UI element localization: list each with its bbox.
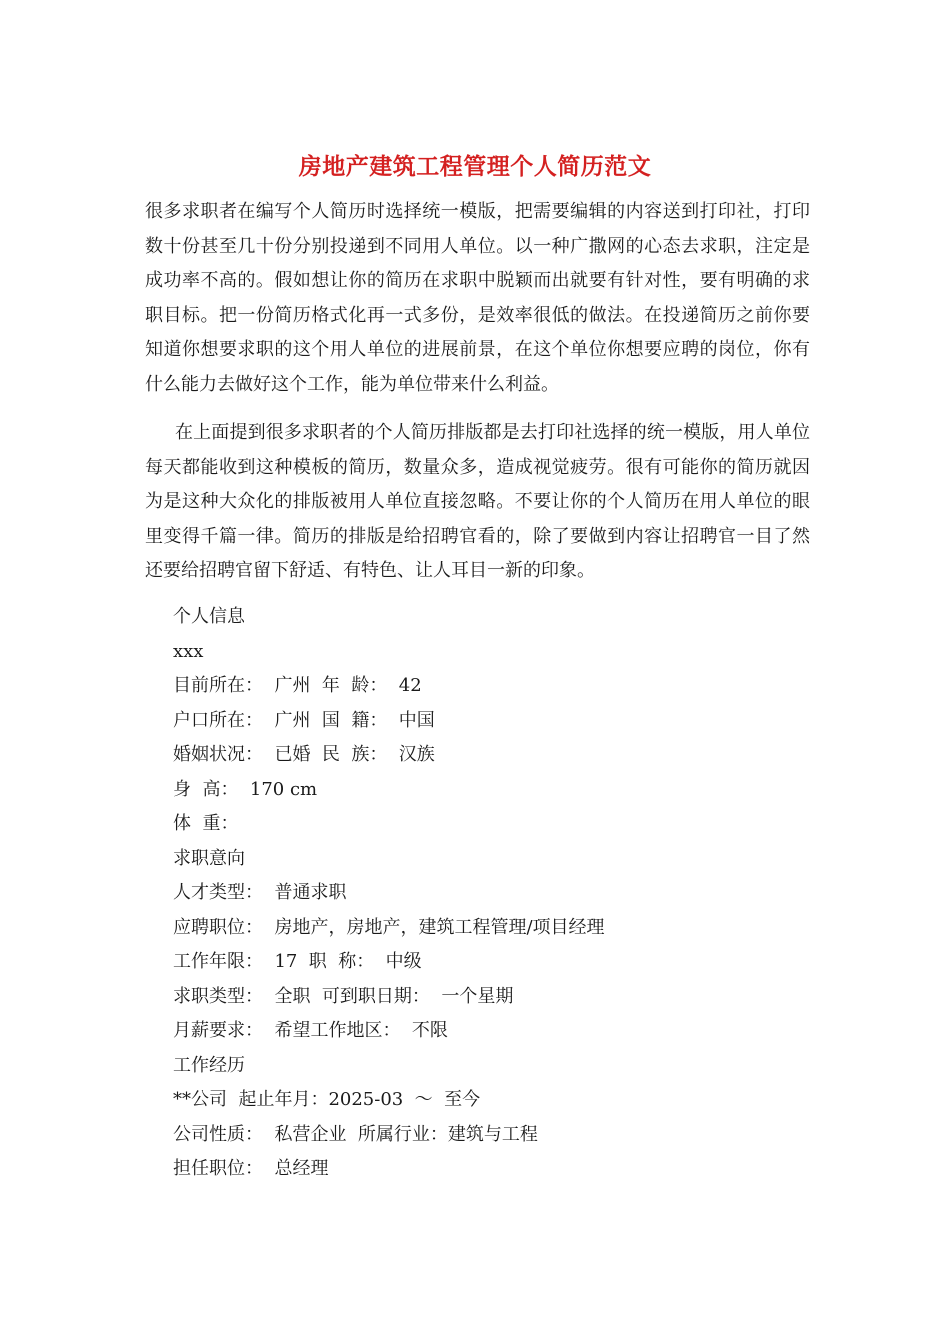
info-line-position: 应聘职位： 房地产，房地产，建筑工程管理/项目经理 xyxy=(173,916,605,938)
document-title: 房地产建筑工程管理个人简历范文 xyxy=(298,153,652,180)
info-line-company-nature-industry: 公司性质： 私营企业 所属行业：建筑与工程 xyxy=(173,1123,538,1145)
section-heading-work-experience: 工作经历 xyxy=(173,1054,245,1076)
info-line-marital-ethnicity: 婚姻状况： 已婚 民 族： 汉族 xyxy=(173,744,435,765)
intro-paragraph-2: 在上面提到很多求职者的个人简历排版都是去打印社选择的统一模版，用人单位每天都能收到这种模板的简历，数量众多，造成视觉疲劳。很有可能你的简历就因为是这种大众化的排版被用人单位直接忽略。不要让你的个人简历在用人单位的眼里变得千篇一律。简历的排版是给招聘官看的，除了要做到内容让招聘官一目了然还要给招聘官留下舒适、有特色、让人耳目一新的印象。 xyxy=(145,422,810,581)
info-line-job-type-availability: 求职类型： 全职 可到职日期： 一个星期 xyxy=(173,985,514,1007)
info-line-height: 身 高： 170 cm xyxy=(173,778,318,800)
info-line-location-age: 目前所在： 广州 年 龄： 42 xyxy=(173,675,422,696)
info-line-hukou-nationality: 户口所在： 广州 国 籍： 中国 xyxy=(173,709,435,731)
info-line-weight: 体 重： xyxy=(173,813,239,834)
section-heading-personal-info: 个人信息 xyxy=(173,606,245,627)
info-line-role: 担任职位： 总经理 xyxy=(173,1158,329,1179)
resume-info-list xyxy=(173,600,813,1187)
section-heading-job-intention: 求职意向 xyxy=(173,847,245,869)
resume-name: xxx xyxy=(173,640,204,662)
info-line-years-title: 工作年限： 17 职 称： 中级 xyxy=(173,951,422,972)
info-line-salary-region: 月薪要求： 希望工作地区： 不限 xyxy=(173,1020,448,1041)
info-line-talent-type: 人才类型： 普通求职 xyxy=(173,882,347,903)
intro-paragraph-1: 很多求职者在编写个人简历时选择统一模版，把需要编辑的内容送到打印社，打印数十份甚至几十份分别投递到不同用人单位。以一种广撒网的心态去求职，注定是成功率不高的。假如想让你的简历在求职中脱颖而出就要有针对性，要有明确的求职目标。把一份简历格式化再一式多份，是效率很低的做法。在投递简历之前你要知道你想要求职的这个用人单位的进展前景，在这个单位你想要应聘的岗位，你有什么能力去做好这个工作，能为单位带来什么利益。 xyxy=(145,201,810,395)
info-line-company-period: **公司 起止年月：2025-03 ～ 至今 xyxy=(173,1089,481,1110)
